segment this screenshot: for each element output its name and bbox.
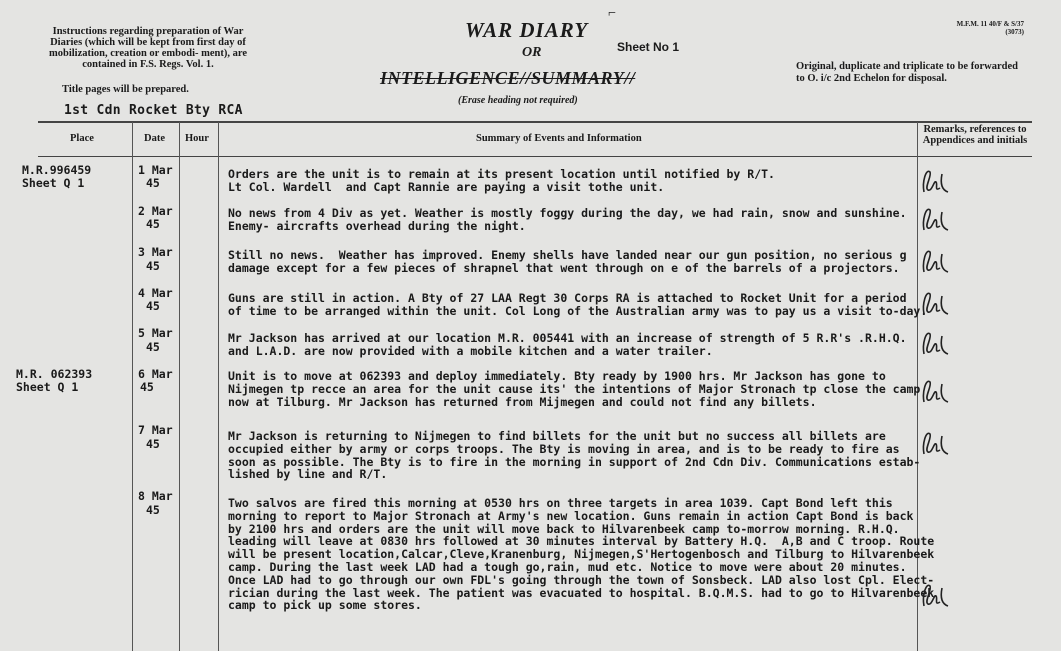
entry-text: Two salvos are fired this morning at 0530 hrs on three targets in area 1039. Capt Bond left this morning to report to Major Stronach at Army's new location. Guns remain in action Capt Bond is back by 2100 hrs and orders are the unit will move back to Hilvarenbeek camp to-morrow morning. R.H.Q. leading will leave at 0830 hrs followed at 30 minutes interval by Battery H.Q. A,B and C troop. Route will be present location,Calcar,Cleve,Kranenburg, Nijmegen,S'Hertogenbosch and Tilburg to Hilvarenbeek camp. During the last week LAD had a tough go,rain, mud etc. Notice to move were about 20 minutes. Once LAD had to go through our own FDL's going through the town of Sonsbeck. LAD also lost Cpl. Elect- rician during the last week. The patient was evacuated to hospital. B.Q.M.S. had to go to Hilvarenbeek camp to pick up some stores. xyxy=(228,496,935,613)
unit-name: 1st Cdn Rocket Bty RCA xyxy=(64,103,243,118)
entry-text: Mr Jackson is returning to Nijmegen to find billets for the unit but no success all billets are occupied either by army or corps troops. The Bty is moving in area, and is to be ready to fire as soon as possible. The Bty is to fire in the morning in support of 2nd Cdn Div. Communications estab- lished by line and R/T. xyxy=(228,429,921,482)
entry-text: Still no news. Weather has improved. Enemy shells have landed near our gun position, no serious g damage except for a few pieces of shrapnel that went through on e of the barrels of a projectors. xyxy=(228,248,907,275)
initials-signature xyxy=(918,242,952,278)
place-sheet: Sheet Q 1 xyxy=(22,176,85,190)
date-year: 45 xyxy=(146,340,160,354)
column-header-place: Place xyxy=(70,133,94,144)
date-day: 1 Mar xyxy=(138,163,173,177)
place-ref: M.R. 062393 xyxy=(16,367,93,381)
date-year: 45 xyxy=(146,176,160,190)
entry-text: Guns are still in action. A Bty of 27 LAA Regt 30 Corps RA is attached to Rocket Unit for a period of time to be arranged within the unit. Col Long of the Australian army was to pay us a visit to-day. xyxy=(228,291,928,318)
column-header-remarks: Remarks, references to Appendices and initials xyxy=(922,124,1028,146)
place-sheet: Sheet Q 1 xyxy=(16,380,79,394)
initials-signature xyxy=(918,162,952,198)
title-pages-note: Title pages will be prepared. xyxy=(62,84,189,95)
column-divider xyxy=(218,122,219,651)
date-day: 4 Mar xyxy=(138,286,173,300)
date-day: 7 Mar xyxy=(138,423,173,437)
erase-note: (Erase heading not required) xyxy=(458,95,578,106)
disposal-note: Original, duplicate and triplicate to be forwarded to O. i/c 2nd Echelon for disposal. xyxy=(796,61,1018,84)
initials-signature xyxy=(918,424,952,460)
table-top-rule xyxy=(38,121,1032,123)
date-year: 45 xyxy=(146,503,160,517)
title-or: OR xyxy=(522,45,542,60)
title-war-diary: WAR DIARY xyxy=(465,18,589,42)
date-day: 2 Mar xyxy=(138,204,173,218)
sheet-number: Sheet No 1 xyxy=(617,40,680,54)
initials-signature xyxy=(918,284,952,320)
date-day: 3 Mar xyxy=(138,245,173,259)
entry-text: No news from 4 Div as yet. Weather is mostly foggy during the day, we had rain, snow and sunshine. Enemy- aircrafts overhead during the night. xyxy=(228,206,907,233)
date-year: 45 xyxy=(146,217,160,231)
column-header-hour: Hour xyxy=(185,133,209,144)
title-intelligence-summary: INTELLIGENCE//SUMMARY// xyxy=(380,68,636,88)
initials-signature xyxy=(918,576,952,612)
table-header-rule xyxy=(38,156,1032,157)
initials-signature xyxy=(918,324,952,360)
entry-text: Orders are the unit is to remain at its present location until notified by R/T. Lt Col. Wardell and Capt Rannie are paying a visit tothe unit. xyxy=(228,167,775,194)
date-year: 45 xyxy=(140,380,154,394)
entry-text: Mr Jackson has arrived at our location M.R. 005441 with an increase of strength of 5 R.R's .R.H.Q. and L.A.D. are now provided with a mobile kitchen and a water trailer. xyxy=(228,331,907,358)
date-day: 6 Mar xyxy=(138,367,173,381)
date-day: 5 Mar xyxy=(138,326,173,340)
initials-signature xyxy=(918,200,952,236)
entry-text: Unit is to move at 062393 and deploy immediately. Bty ready by 1900 hrs. Mr Jackson has gone to Nijmegen tp recce an area for the unit cause its' the intentions of Major Stronach tp close the camp now at Tilburg. Mr Jackson has returned from Mijmegen and could not find any billets. xyxy=(228,369,921,409)
column-divider xyxy=(179,122,180,651)
place-ref: M.R.996459 xyxy=(22,163,92,177)
form-code: M.F.M. 11 40/F & S/37 (3073) xyxy=(956,20,1024,36)
pen-mark: ⌐ xyxy=(608,6,616,21)
date-year: 45 xyxy=(146,259,160,273)
initials-signature xyxy=(918,372,952,408)
column-header-date: Date xyxy=(144,133,165,144)
column-header-summary: Summary of Events and Information xyxy=(476,133,642,144)
date-year: 45 xyxy=(146,437,160,451)
date-year: 45 xyxy=(146,299,160,313)
date-day: 8 Mar xyxy=(138,489,173,503)
column-divider xyxy=(132,122,133,651)
instructions-note: Instructions regarding preparation of War Diaries (which will be kept from first day of mobilization, creation or embodi- ment), are contained in F.S. Regs. Vol. 1. xyxy=(48,26,247,70)
